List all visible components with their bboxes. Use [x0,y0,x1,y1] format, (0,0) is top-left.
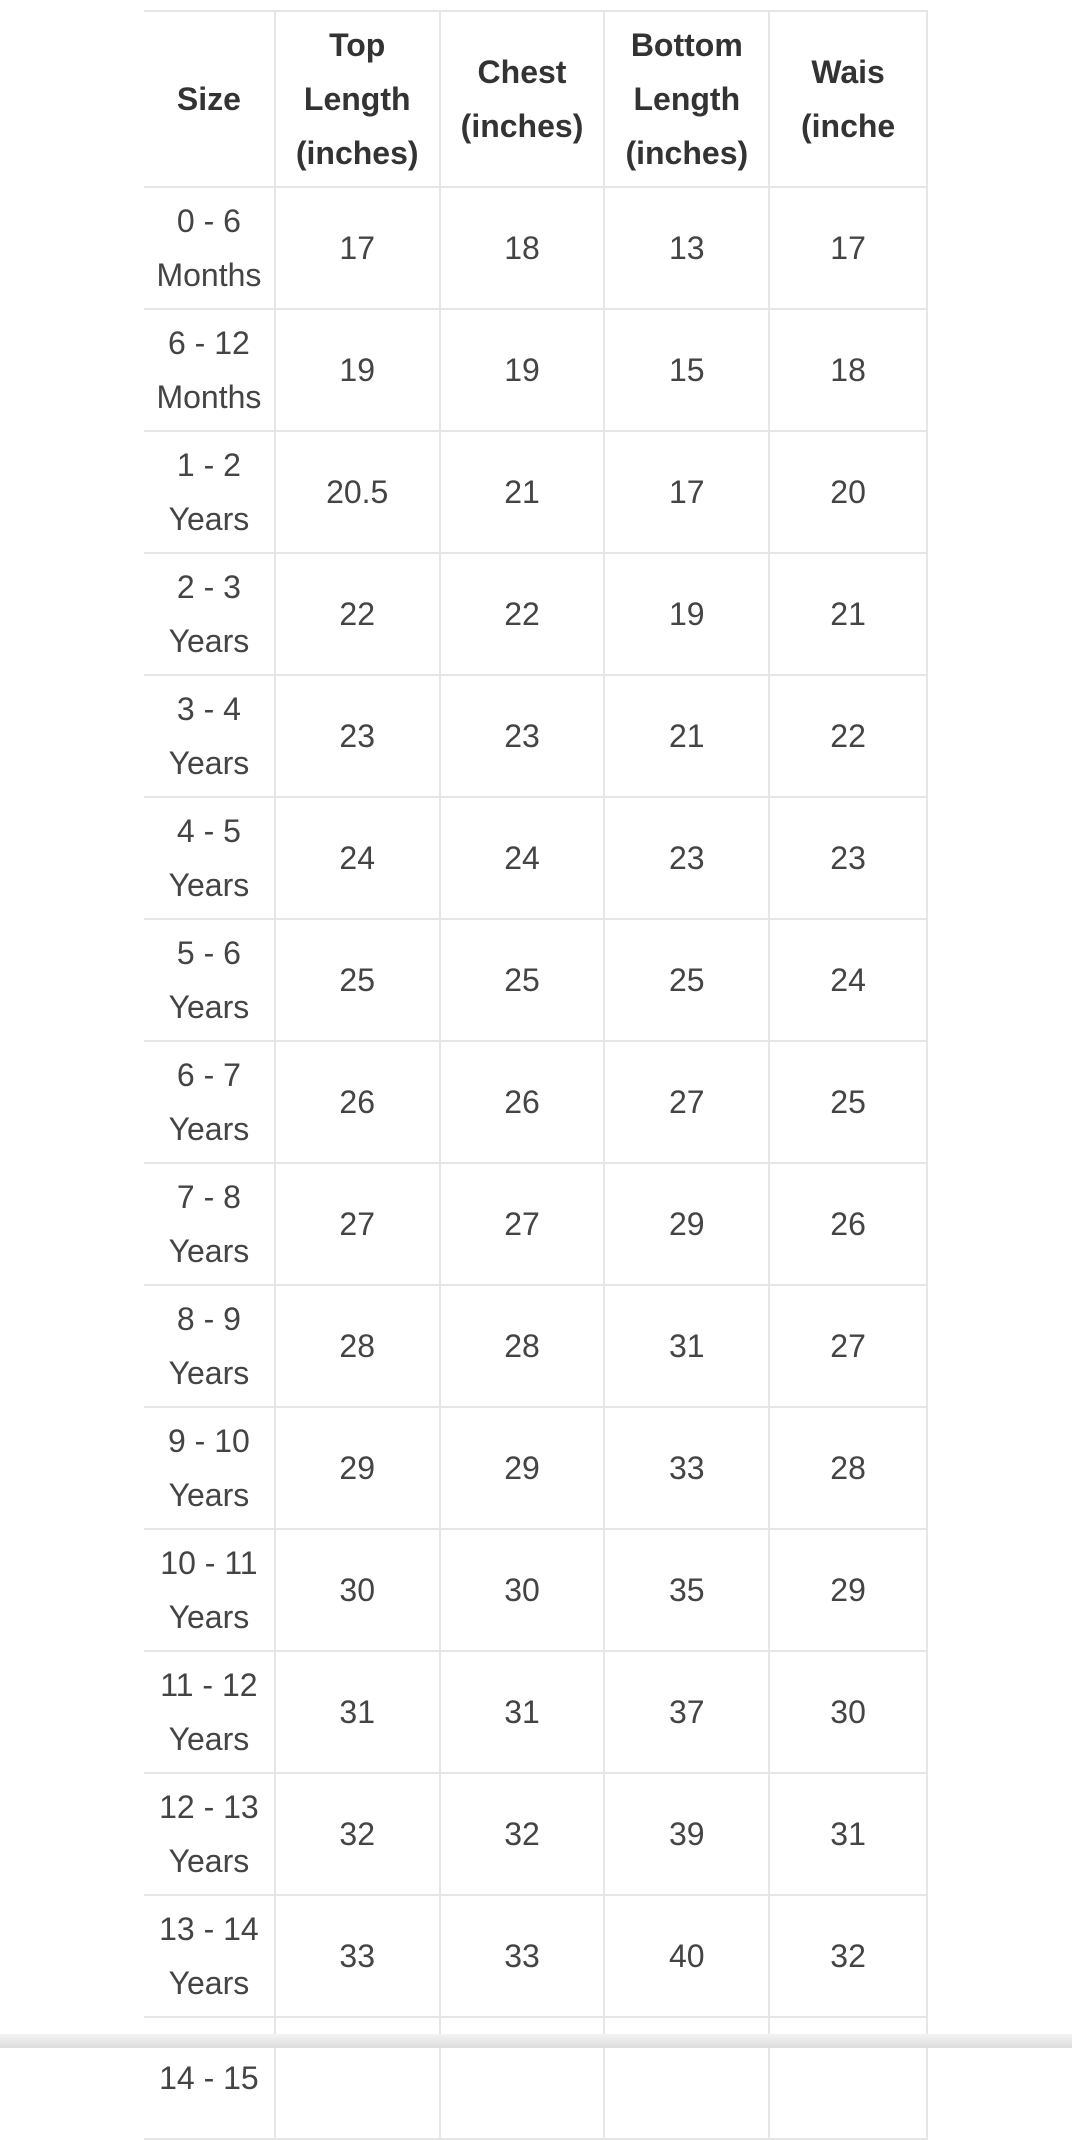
table-row [144,675,927,797]
header-waist-line: (inche [800,108,896,144]
cell-bottom-length: 33 [604,1407,769,1529]
table-row [144,1041,927,1163]
cell-waist: 27 [769,1285,927,1407]
cell-chest: 24 [440,797,605,919]
cell-size-line: 0 - 6 [176,203,241,239]
cell-bottom-length: 37 [604,1651,769,1773]
table-row [144,309,927,431]
cell-size-line: 2 - 3 [176,569,241,605]
size-rows [144,187,927,2139]
cell-top-length: 19 [275,309,440,431]
cell-chest: 32 [440,1773,605,1895]
table-row [144,797,927,919]
cell-size-line: Months [156,257,262,293]
table-row [144,553,927,675]
cell-bottom-length: 21 [604,675,769,797]
cell-size-line: 5 - 6 [176,935,241,971]
cell-size-line: Years [168,623,250,659]
cell-bottom-length: 19 [604,553,769,675]
table-row [144,431,927,553]
cell-size-line: 11 - 12 [160,1667,258,1703]
cell-chest: 26 [440,1041,605,1163]
cell-size [144,1285,275,1407]
cell-bottom-length: 40 [604,1895,769,2017]
cell-size [144,1529,275,1651]
cell-chest: 33 [440,1895,605,2017]
header-bottom-length-line: Bottom [630,27,743,63]
header-chest-line: Chest [477,54,567,90]
cell-size [144,675,275,797]
cell-bottom-length: 17 [604,431,769,553]
cell-size-line: 3 - 4 [176,691,241,727]
cell-size [144,553,275,675]
cell-size-line: 10 - 11 [160,1545,258,1581]
cell-size-line: 9 - 10 [167,1423,250,1459]
cell-waist: 25 [769,1041,927,1163]
header-top-length-line: Length [303,81,411,117]
table-row [144,1773,927,1895]
cell-top-length: 28 [275,1285,440,1407]
table-row [144,1529,927,1651]
cell-bottom-length: 13 [604,187,769,309]
cell-top-length: 20.5 [275,431,440,553]
cell-size-line: Years [168,501,250,537]
cell-size [144,1651,275,1773]
cell-size-line: 12 - 13 [159,1789,259,1825]
cell-chest: 19 [440,309,605,431]
size-chart-table [144,10,928,2140]
cell-waist: 32 [769,1895,927,2017]
cell-size-line: 13 - 14 [159,1911,259,1947]
cell-top-length: 32 [275,1773,440,1895]
cell-top-length: 24 [275,797,440,919]
cell-size-line: 1 - 2 [176,447,241,483]
cell-size [144,431,275,553]
cell-size [144,919,275,1041]
cell-top-length: 27 [275,1163,440,1285]
table-row [144,1163,927,1285]
cell-bottom-length: 35 [604,1529,769,1651]
cell-size-line: Years [168,1355,250,1391]
cell-bottom-length: 27 [604,1041,769,1163]
cell-bottom-length: 29 [604,1163,769,1285]
header-row [144,11,927,187]
cell-size [144,797,275,919]
cell-top-length: 22 [275,553,440,675]
cell-waist: 29 [769,1529,927,1651]
cell-size-line: Years [168,1599,250,1635]
cell-top-length: 33 [275,1895,440,2017]
table-row [144,1285,927,1407]
cell-size-line: Years [168,867,250,903]
cell-bottom-length: 15 [604,309,769,431]
header-size-line: Size [176,81,241,117]
cell-waist: 26 [769,1163,927,1285]
cell-top-length: 26 [275,1041,440,1163]
cell-chest: 31 [440,1651,605,1773]
cell-size-line: Years [168,1477,250,1513]
header-chest-line: (inches) [460,108,584,144]
cell-size-line: Years [168,1233,250,1269]
cell-size [144,1407,275,1529]
cell-waist: 30 [769,1651,927,1773]
cell-bottom-length: 23 [604,797,769,919]
header-waist [769,11,927,187]
header-top-length-line: (inches) [295,135,419,171]
cell-size [144,1895,275,2017]
cell-waist: 23 [769,797,927,919]
header-size [144,11,275,187]
header-top-length-line: Top [329,27,386,63]
cell-size-line: Years [168,1965,250,2001]
cell-size [144,1041,275,1163]
bottom-scroll-edge [0,2034,1072,2048]
cell-size-line: 4 - 5 [176,813,241,849]
cell-top-length: 31 [275,1651,440,1773]
cell-chest: 18 [440,187,605,309]
cell-size-line: Years [168,1111,250,1147]
cell-chest: 28 [440,1285,605,1407]
header-waist-line: Wais [811,54,885,90]
cell-size-line: Years [168,745,250,781]
cell-waist: 18 [769,309,927,431]
cell-waist: 21 [769,553,927,675]
header-bottom-length-line: Length [633,81,741,117]
cell-chest: 23 [440,675,605,797]
cell-waist: 31 [769,1773,927,1895]
cell-bottom-length: 39 [604,1773,769,1895]
cell-top-length: 17 [275,187,440,309]
cell-size-line: Years [168,989,250,1025]
table-row [144,1651,927,1773]
cell-chest: 29 [440,1407,605,1529]
header-top-length [275,11,440,187]
cell-waist: 20 [769,431,927,553]
table-row [144,919,927,1041]
cell-chest: 27 [440,1163,605,1285]
cell-waist: 24 [769,919,927,1041]
cell-top-length: 23 [275,675,440,797]
header-bottom-length [604,11,769,187]
cell-top-length: 25 [275,919,440,1041]
cell-size [144,309,275,431]
cell-chest: 30 [440,1529,605,1651]
cell-size [144,187,275,309]
table-row [144,1407,927,1529]
cell-chest: 25 [440,919,605,1041]
cell-size-line: Years [168,1843,250,1879]
cell-size-line: 7 - 8 [176,1179,241,1215]
cell-bottom-length: 31 [604,1285,769,1407]
cell-size-line: 14 - 15 [159,2060,259,2096]
cell-size-line: Years [168,1721,250,1757]
cell-bottom-length: 25 [604,919,769,1041]
cell-size-line: 8 - 9 [176,1301,241,1337]
cell-waist: 22 [769,675,927,797]
cell-top-length: 29 [275,1407,440,1529]
cell-chest: 21 [440,431,605,553]
cell-waist: 17 [769,187,927,309]
cell-size-line: 6 - 12 [167,325,250,361]
cell-size [144,1773,275,1895]
table-row [144,187,927,309]
cell-size-line: Months [156,379,262,415]
header-bottom-length-line: (inches) [625,135,749,171]
cell-size-line: 6 - 7 [176,1057,241,1093]
cell-top-length: 30 [275,1529,440,1651]
cell-chest: 22 [440,553,605,675]
cell-size [144,1163,275,1285]
header-chest [440,11,605,187]
table-row [144,1895,927,2017]
cell-waist: 28 [769,1407,927,1529]
